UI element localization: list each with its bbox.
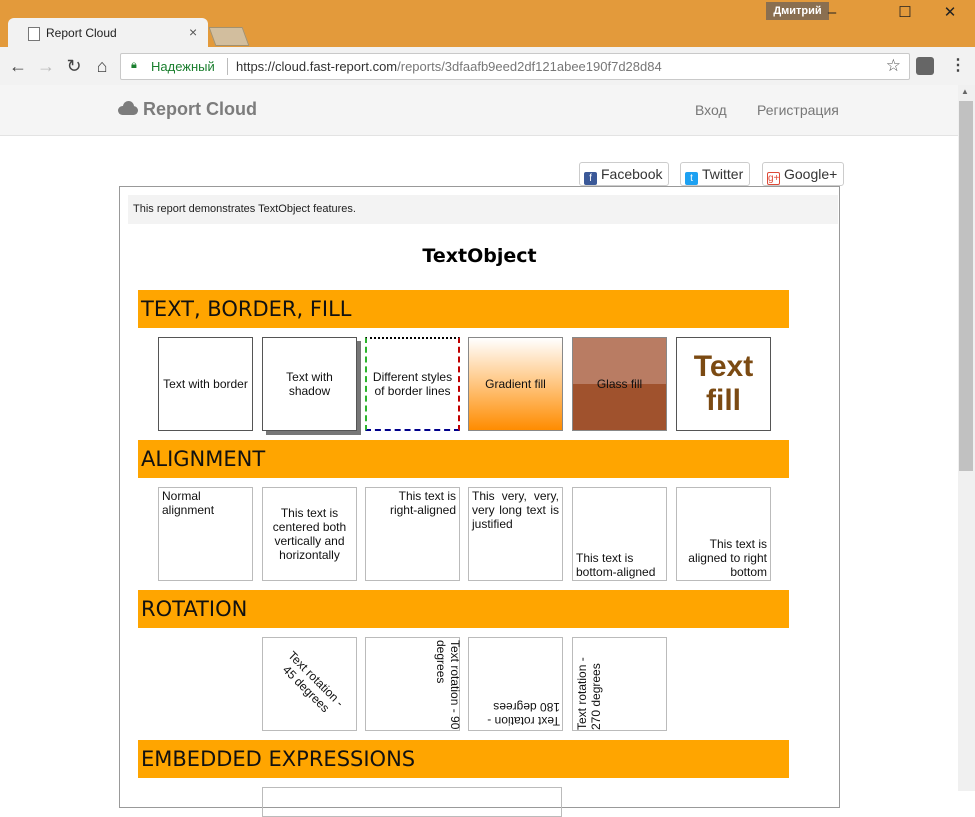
cell-text-with-shadow: Text with shadow bbox=[262, 337, 357, 431]
page-icon bbox=[28, 27, 40, 41]
bookmark-star-icon[interactable]: ☆ bbox=[885, 56, 901, 75]
share-google-button[interactable] bbox=[762, 162, 844, 186]
scroll-up-icon[interactable]: ▲ bbox=[961, 87, 969, 96]
new-tab-button[interactable] bbox=[209, 27, 250, 46]
share-facebook-label: Facebook bbox=[601, 166, 663, 182]
browser-toolbar bbox=[0, 47, 975, 86]
url-base: https://cloud.fast-report.com bbox=[236, 59, 398, 74]
brand-logo[interactable] bbox=[118, 99, 257, 120]
cell-rotation-180 bbox=[468, 637, 563, 731]
divider bbox=[227, 58, 228, 75]
vertical-scrollbar[interactable] bbox=[958, 85, 975, 791]
cell-text-fill: Text fill bbox=[676, 337, 771, 431]
section-embedded-expressions: EMBEDDED EXPRESSIONS bbox=[138, 740, 789, 778]
cell-gradient-fill: Gradient fill bbox=[468, 337, 563, 431]
login-link[interactable]: Вход bbox=[695, 102, 727, 118]
rotated-text-90: Text rotation - 90 degrees bbox=[434, 640, 462, 730]
cell-rotation-270 bbox=[572, 637, 667, 731]
menu-icon[interactable]: ⋮ bbox=[950, 57, 966, 74]
share-google-label: Google+ bbox=[784, 166, 838, 182]
brand-name: Report Cloud bbox=[143, 99, 257, 119]
browser-titlebar bbox=[0, 0, 975, 47]
reload-icon[interactable]: ↻ bbox=[66, 56, 82, 76]
section-rotation: ROTATION bbox=[138, 590, 789, 628]
cell-glass-fill: Glass fill bbox=[572, 337, 667, 431]
close-window-icon[interactable]: ✕ bbox=[943, 4, 957, 21]
twitter-icon: t bbox=[685, 172, 698, 185]
minimize-icon[interactable]: – bbox=[827, 4, 837, 21]
register-link[interactable]: Регистрация bbox=[757, 102, 839, 118]
tab-title: Report Cloud bbox=[46, 26, 117, 40]
cell-bottom-aligned: This text is bottom-aligned bbox=[572, 487, 667, 581]
cell-embedded-partial bbox=[262, 787, 562, 817]
address-bar[interactable] bbox=[120, 53, 910, 80]
cell-right-bottom: This text is aligned to right bottom bbox=[676, 487, 771, 581]
rotated-text-180: Text rotation - 180 degrees bbox=[487, 700, 560, 728]
maximize-icon[interactable]: ☐ bbox=[898, 4, 912, 21]
home-icon[interactable]: ⌂ bbox=[96, 56, 108, 76]
cell-centered: This text is centered both vertically and horizontally bbox=[262, 487, 357, 581]
report-title: TextObject bbox=[422, 245, 537, 267]
section-alignment: ALIGNMENT bbox=[138, 440, 789, 478]
cell-rotation-45 bbox=[262, 637, 357, 731]
close-tab-icon[interactable]: × bbox=[189, 24, 198, 40]
share-twitter-button[interactable] bbox=[680, 162, 750, 186]
cell-justified: This very, very, very long text is justified bbox=[468, 487, 563, 581]
section-text-border-fill: TEXT, BORDER, FILL bbox=[138, 290, 789, 328]
scrollbar-thumb[interactable] bbox=[959, 101, 973, 471]
site-header bbox=[0, 85, 958, 136]
forward-icon[interactable]: → bbox=[37, 56, 55, 76]
url-path: /reports/3dfaafb9eed2df121abee190f7d28d84 bbox=[397, 59, 662, 74]
cell-border-styles: Different styles of border lines bbox=[365, 337, 460, 431]
report-info: This report demonstrates TextObject features. bbox=[128, 195, 838, 224]
share-twitter-label: Twitter bbox=[702, 166, 744, 182]
cloud-icon bbox=[118, 101, 138, 115]
rotated-text-45: Text rotation - 45 degrees bbox=[279, 648, 347, 716]
page-viewport bbox=[0, 85, 958, 791]
rotated-text-270: Text rotation - 270 degrees bbox=[575, 657, 603, 730]
back-icon[interactable]: ← bbox=[9, 56, 27, 76]
cell-normal-alignment: Normal alignment bbox=[158, 487, 253, 581]
report-viewer bbox=[119, 186, 840, 808]
cell-rotation-90 bbox=[365, 637, 460, 731]
cell-text-with-border: Text with border bbox=[158, 337, 253, 431]
profile-button[interactable]: Дмитрий bbox=[766, 2, 829, 20]
extension-icon[interactable] bbox=[916, 57, 934, 75]
browser-tab[interactable] bbox=[8, 18, 208, 47]
facebook-icon: f bbox=[584, 172, 597, 185]
url-text[interactable] bbox=[236, 59, 662, 74]
lock-icon: 🔒︎ bbox=[131, 59, 137, 71]
cell-right-aligned: This text is right-aligned bbox=[365, 487, 460, 581]
security-label: Надежный bbox=[151, 59, 215, 74]
share-facebook-button[interactable] bbox=[579, 162, 669, 186]
google-plus-icon: g+ bbox=[768, 173, 780, 184]
